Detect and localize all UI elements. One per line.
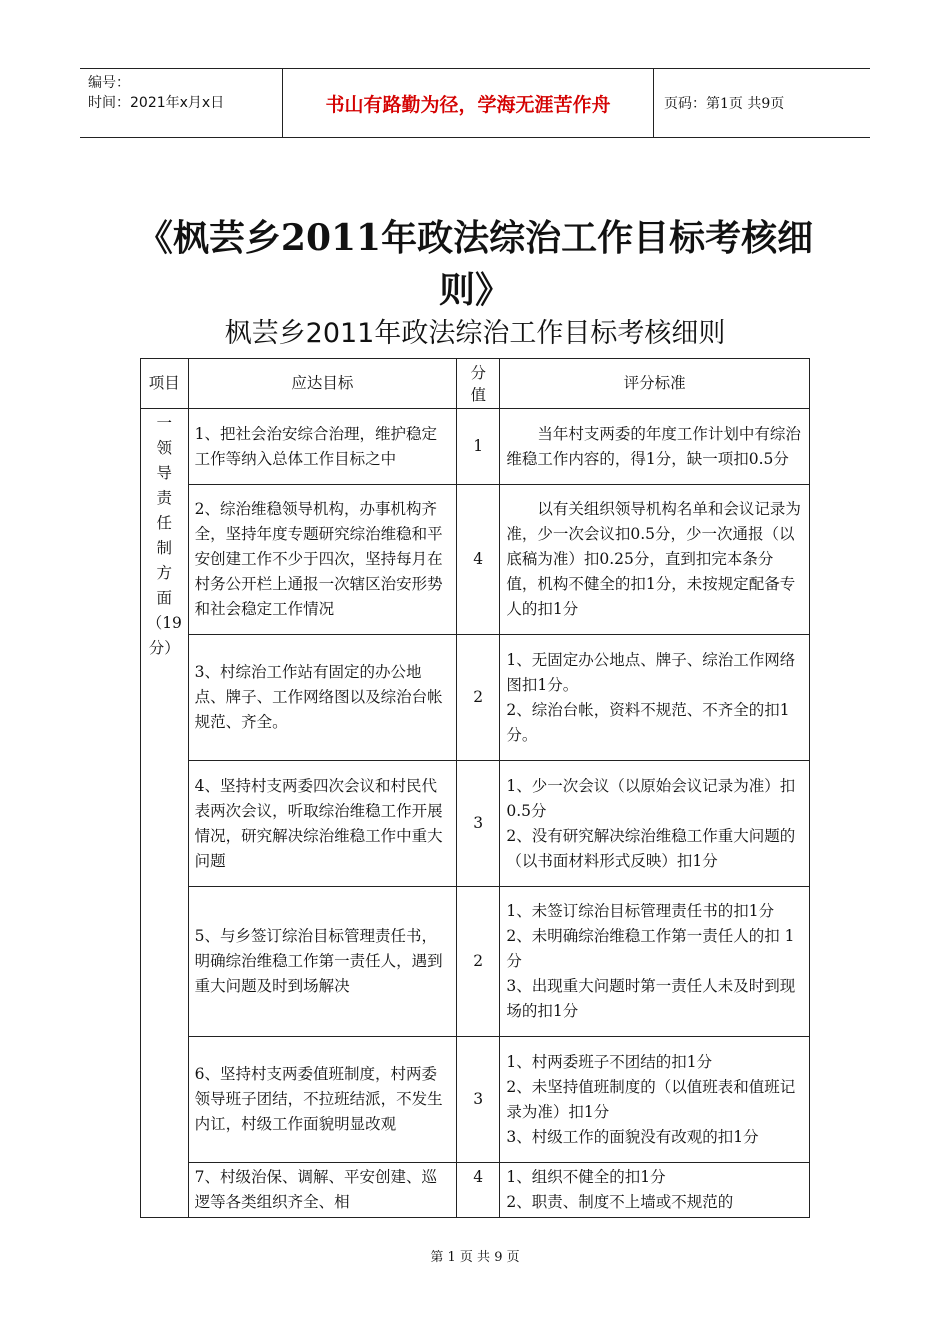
page-footer: 第 1 页 共 9 页 [430,1250,520,1265]
criteria-line: 1、无固定办公地点、牌子、综治工作网络图扣1分。 [506,650,796,694]
criteria-cell [500,1037,810,1163]
table-row [141,761,810,887]
goal-cell: 4、坚持村支两委四次会议和村民代表两次会议，听取综治维稳工作开展情况，研究解决综治维稳工作中重大问题 [188,761,456,887]
criteria-cell [500,635,810,761]
criteria-line: 2、没有研究解决综治维稳工作重大问题的（以书面材料形式反映）扣1分 [506,826,796,870]
score-cell: 4 [457,485,500,635]
header-score [457,359,500,409]
score-cell: 3 [457,761,500,887]
score-cell: 2 [457,635,500,761]
header-meta [80,69,282,137]
header-goal: 应达目标 [188,359,456,409]
criteria-line: 2、未坚持值班制度的（以值班表和值班记录为准）扣1分 [506,1077,796,1121]
header-score-text: 分 值 [470,363,486,404]
criteria-line: 2、职责、制度不上墙或不规范的 [506,1193,734,1211]
document-title [80,212,870,316]
goal-cell: 7、村级治保、调解、平安创建、巡逻等各类组织齐全、相 [188,1163,456,1218]
criteria-cell: 以有关组织领导机构名单和会议记录为准，少一次会议扣0.5分，少一次通报（以底稿为准）扣0.25分，直到扣完本条分值，机构不健全的扣1分，未按规定配备专人的扣1分 [500,485,810,635]
header-item: 项目 [141,359,189,409]
criteria-line: 1、未签订综治目标管理责任书的扣1分 [506,902,775,920]
category-label: 一 领 导 责 任 制 方 面 （19 分） [146,414,182,657]
table-row [141,485,810,635]
goal-cell: 1、把社会治安综合治理，维护稳定工作等纳入总体工作目标之中 [188,409,456,485]
goal-cell: 5、与乡签订综治目标管理责任书，明确综治维稳工作第一责任人，遇到重大问题及时到场解决 [188,887,456,1037]
score-cell: 4 [457,1163,500,1218]
criteria-line: 1、少一次会议（以原始会议记录为准）扣0.5分 [506,776,796,820]
criteria-line: 3、出现重大问题时第一责任人未及时到现场的扣1分 [506,977,796,1020]
table-row [141,887,810,1037]
criteria-cell: 当年村支两委的年度工作计划中有综治维稳工作内容的，得1分，缺一项扣0.5分 [500,409,810,485]
goal-cell: 2、综治维稳领导机构，办事机构齐全，坚持年度专题研究综治维稳和平安创建工作不少于四次，坚持每月在村务公开栏上通报一次辖区治安形势和社会稳定工作情况 [188,485,456,635]
criteria-line: 2、综治台帐，资料不规范、不齐全的扣1分。 [506,700,790,744]
goal-cell: 3、村综治工作站有固定的办公地点、牌子、工作网络图以及综治台帐规范、齐全。 [188,635,456,761]
criteria-cell [500,761,810,887]
time-label: 时间：2021年x月x日 [88,95,225,111]
header-criteria: 评分标准 [500,359,810,409]
criteria-line: 1、村两委班子不团结的扣1分 [506,1052,713,1071]
table-row [141,1163,810,1218]
criteria-line: 2、未明确综治维稳工作第一责任人的扣 1分 [506,927,795,970]
table-row [141,409,810,485]
document-title-line1: 《枫芸乡2011年政法综治工作目标考核细 [136,217,814,259]
page-number-label: 页码：第1页 共9页 [664,96,785,112]
criteria-line: 3、村级工作的面貌没有改观的扣1分 [506,1127,759,1146]
criteria-cell [500,887,810,1037]
table-title: 枫芸乡2011年政法综治工作目标考核细则 [224,318,726,349]
score-cell: 2 [457,887,500,1037]
table-header-row [141,359,810,409]
page-header [80,68,870,138]
criteria-line: 1、组织不健全的扣1分 [506,1168,666,1186]
score-cell: 1 [457,409,500,485]
table-row [141,635,810,761]
criteria-cell [500,1163,810,1218]
category-cell [141,409,189,1218]
score-cell: 3 [457,1037,500,1163]
motto: 书山有路勤为径，学海无涯苦作舟 [282,69,654,137]
table-row [141,1037,810,1163]
document-title-line2: 则》 [438,269,511,311]
goal-cell: 6、坚持村支两委值班制度，村两委领导班子团结，不拉班结派，不发生内讧，村级工作面貌明显改观 [188,1037,456,1163]
assessment-table [140,358,810,1218]
number-label: 编号： [88,75,130,91]
